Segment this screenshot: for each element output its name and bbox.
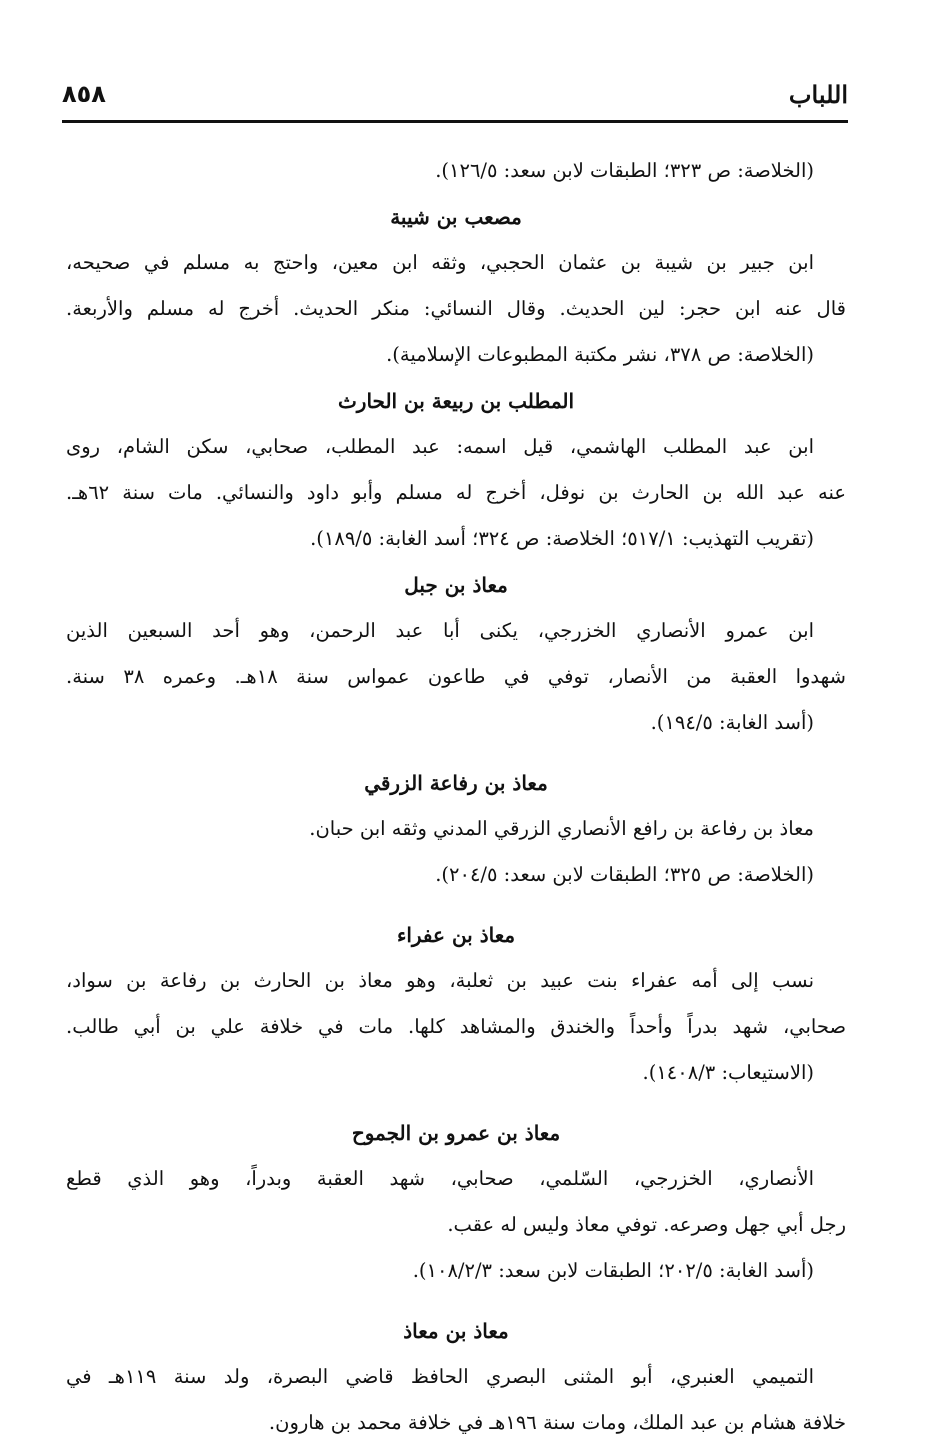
entry-text-line: التميمي العنبري، أبو المثنى البصري الحافظ قاضي البصرة، ولد سنة ١١٩هـ في <box>66 1365 814 1388</box>
entry-title: معاذ بن عفراء <box>396 923 516 947</box>
entry-text-line: قال عنه ابن حجر: لين الحديث. وقال النسائي: منكر الحديث. أخرج له مسلم والأربعة. <box>66 297 846 320</box>
entry-text-line: رجل أبي جهل وصرعه. توفي معاذ وليس له عقب. <box>447 1213 846 1236</box>
source-line: (أسد الغابة: ٢٠٢/٥؛ الطبقات لابن سعد: ١٠٨/٢/٣). <box>412 1259 814 1282</box>
entry-text-line: ابن جبير بن شيبة بن عثمان الحجبي، وثقه ابن معين، واحتج به مسلم في صحيحه، <box>66 251 814 274</box>
entry-text-line: عنه عبد الله بن الحارث بن نوفل، أخرج له مسلم وأبو داود والنسائي. مات سنة ٦٢هـ. <box>66 481 846 504</box>
page-number: ٨٥٨ <box>62 80 106 108</box>
header-rule <box>62 120 848 123</box>
page-header <box>62 76 848 116</box>
entry-title: معاذ بن رفاعة الزرقي <box>364 771 548 795</box>
source-line: (تقريب التهذيب: ٥١٧/١؛ الخلاصة: ص ٣٢٤؛ أسد الغابة: ١٨٩/٥). <box>310 527 814 550</box>
source-line: (الخلاصة: ص ٣٧٨، نشر مكتبة المطبوعات الإسلامية). <box>386 343 814 366</box>
entry-text-line: نسب إلى أمه عفراء بنت عبيد بن ثعلبة، وهو معاذ بن الحارث بن رفاعة بن سواد، <box>66 969 814 992</box>
entry-text-line: الأنصاري، الخزرجي، السّلمي، صحابي، شهد العقبة وبدراً، وهو الذي قطع <box>66 1167 814 1190</box>
entry-text-line: خلافة هشام بن عبد الملك، ومات سنة ١٩٦هـ في خلافة محمد بن هارون. <box>268 1411 846 1434</box>
entry-text-line: ابن عبد المطلب الهاشمي، قيل اسمه: عبد المطلب، صحابي، سكن الشام، روى <box>66 435 814 458</box>
entry-text-line: صحابي، شهد بدراً وأحداً والخندق والمشاهد كلها. مات في خلافة علي بن أبي طالب. <box>66 1015 846 1038</box>
page-body <box>66 148 846 1446</box>
entry-title: معاذ بن جبل <box>404 573 508 597</box>
source-line: (الخلاصة: ص ٣٢٥؛ الطبقات لابن سعد: ٢٠٤/٥). <box>435 863 814 886</box>
entry-text-line: ابن عمرو الأنصاري الخزرجي، يكنى أبا عبد الرحمن، وهو أحد السبعين الذين <box>66 619 814 642</box>
entry-text-line: معاذ بن رفاعة بن رافع الأنصاري الزرقي المدني وثقه ابن حبان. <box>309 817 814 840</box>
running-title: اللباب <box>788 80 848 109</box>
source-line: (أسد الغابة: ١٩٤/٥). <box>650 711 814 734</box>
source-line: (الخلاصة: ص ٣٢٣؛ الطبقات لابن سعد: ١٢٦/٥). <box>435 159 814 182</box>
entry-title: معاذ بن عمرو بن الجموح <box>351 1121 561 1145</box>
entry-title: معاذ بن معاذ <box>403 1319 509 1343</box>
entry-title: مصعب بن شيبة <box>390 205 522 229</box>
entry-text-line: شهدوا العقبة من الأنصار، توفي في طاعون عمواس سنة ١٨هـ. وعمره ٣٨ سنة. <box>66 665 846 688</box>
source-line: (الاستيعاب: ١٤٠٨/٣). <box>642 1061 814 1084</box>
entry-title: المطلب بن ربيعة بن الحارث <box>337 389 575 413</box>
